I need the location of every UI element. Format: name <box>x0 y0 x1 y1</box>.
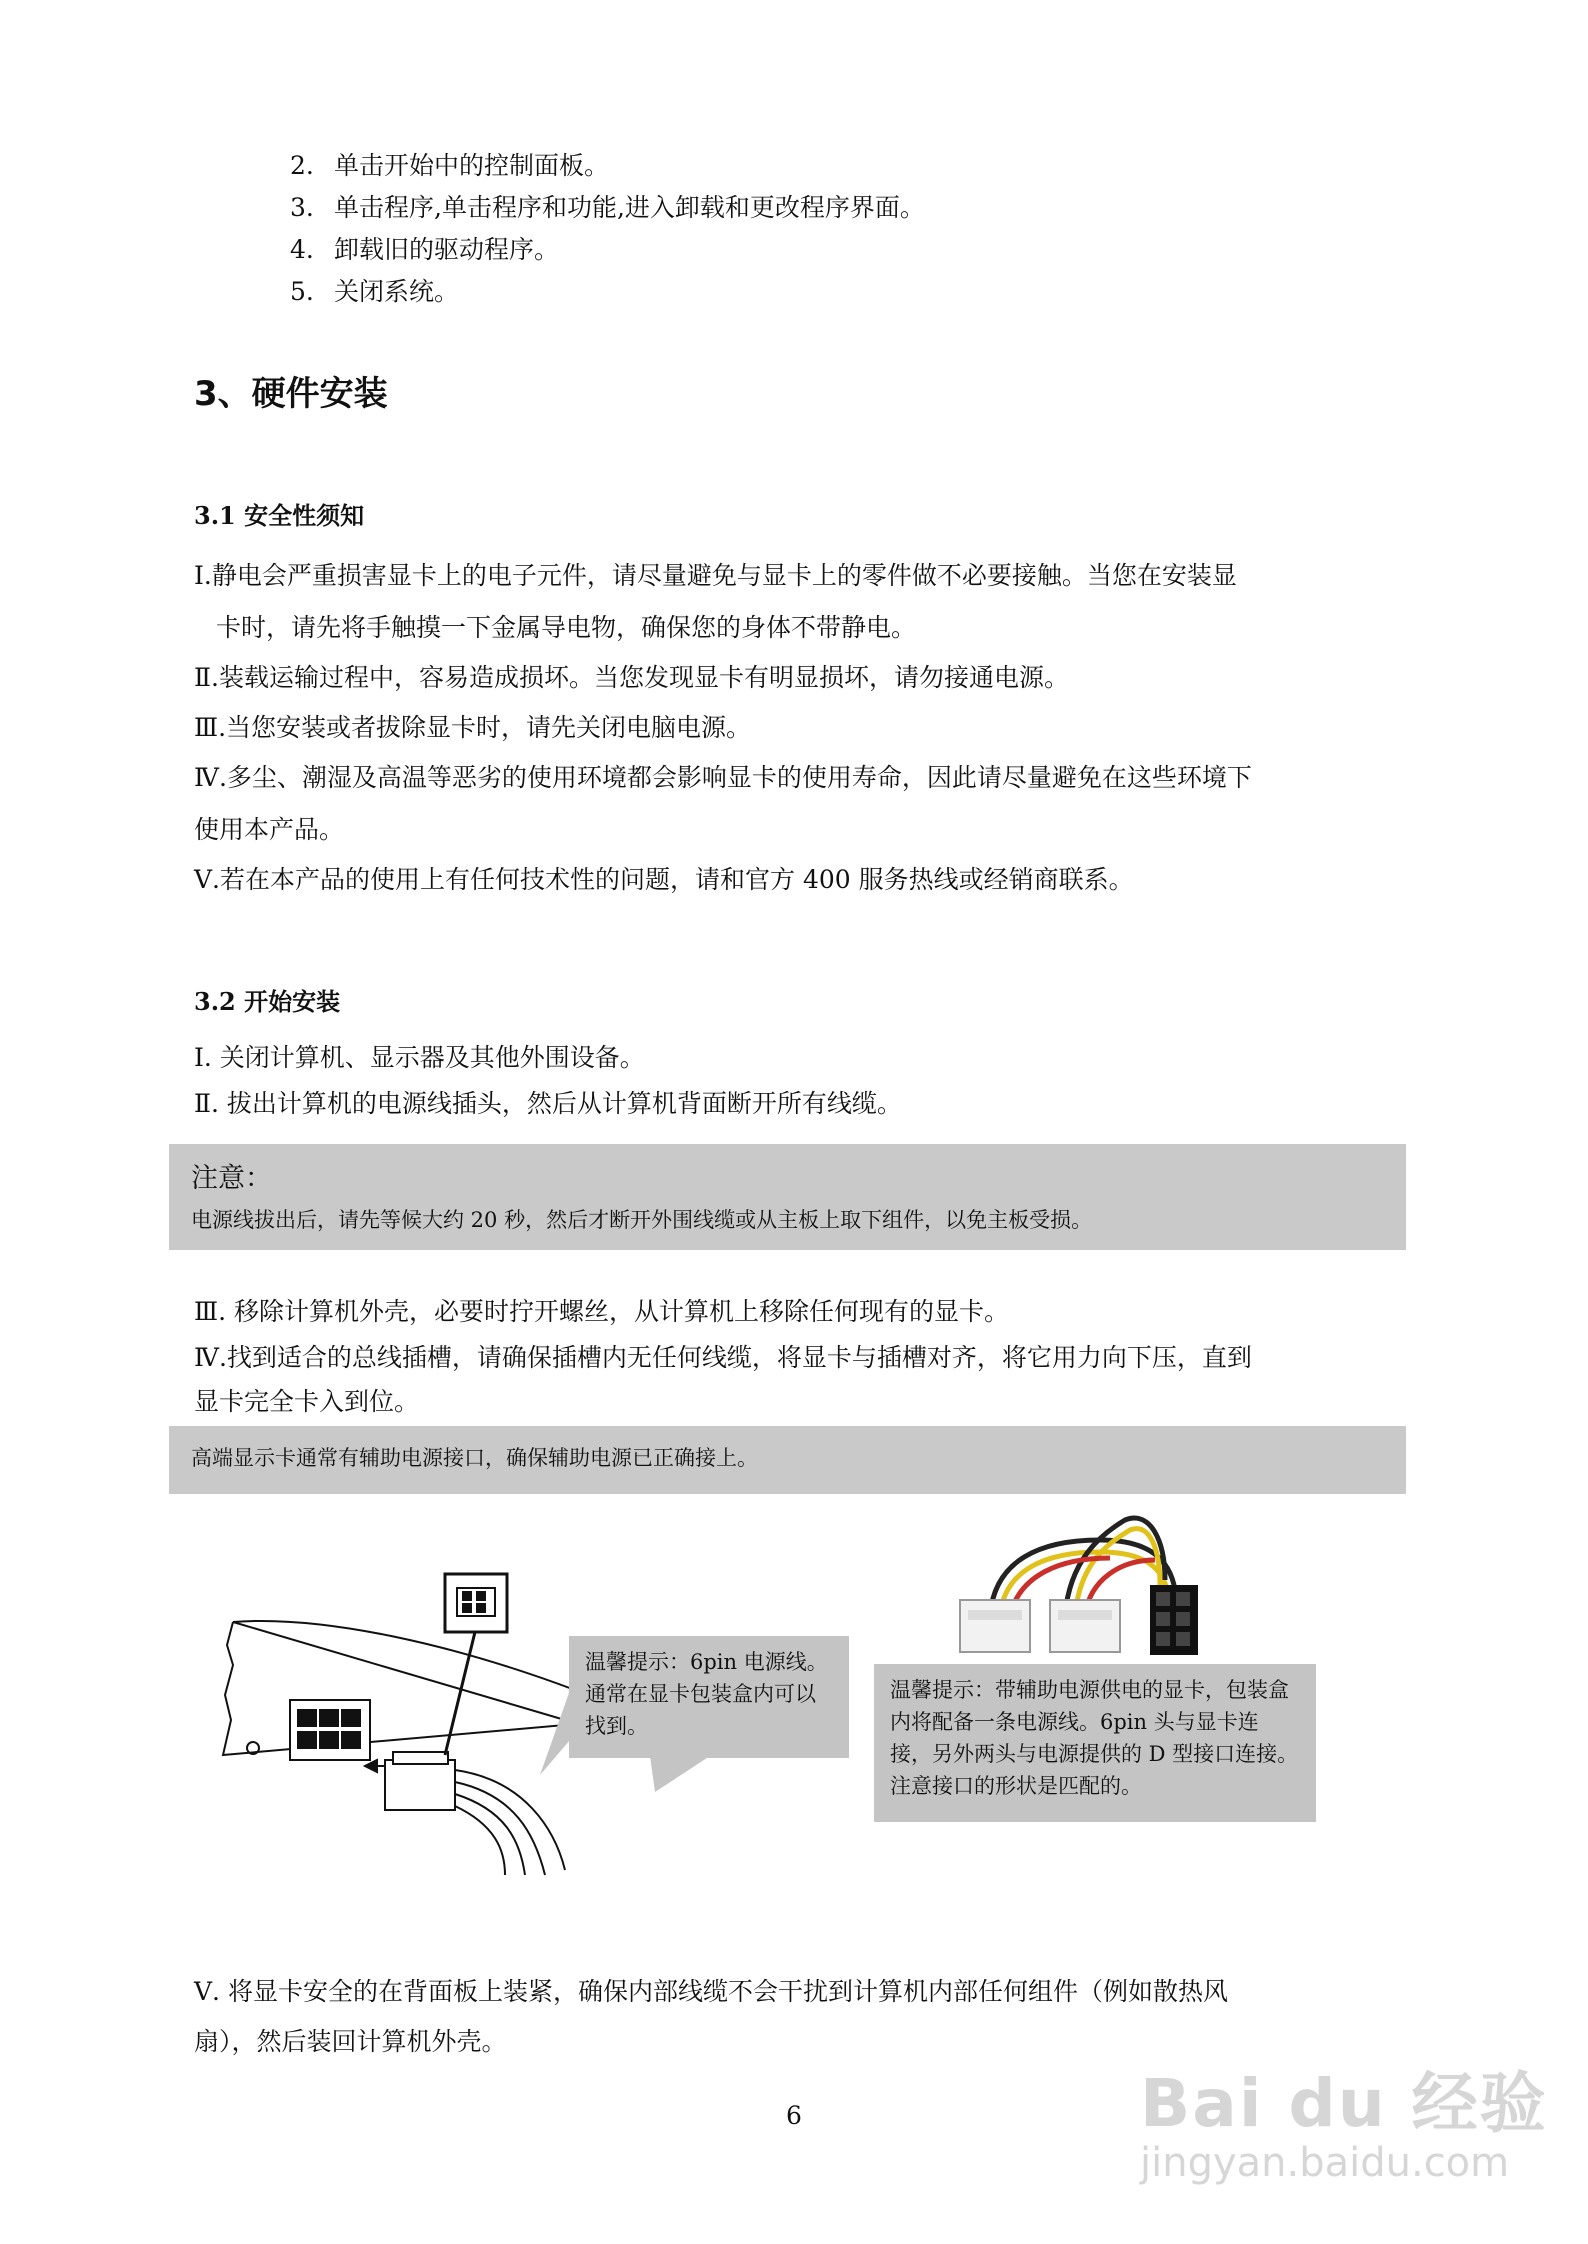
page-number: 6 <box>786 2101 802 2130</box>
note-text: 电源线拔出后，请先等候大约 20 秒，然后才断开外围线缆或从主板上取下组件，以免主板受损。 <box>191 1208 1093 1232</box>
section-title: 3、硬件安装 <box>194 374 388 414</box>
safety-item-1: Ⅰ.静电会严重损害显卡上的电子元件，请尽量避免与显卡上的零件做不必要接触。当您在安装显 <box>194 561 1237 590</box>
safety-item-3: Ⅲ.当您安装或者拔除显卡时，请先关闭电脑电源。 <box>194 713 752 742</box>
install-step-2: Ⅱ. 拔出计算机的电源线插头，然后从计算机背面断开所有线缆。 <box>194 1089 902 1118</box>
watermark-url: jingyan.baidu.com <box>1140 2140 1510 2186</box>
install-step-5: Ⅴ. 将显卡安全的在背面板上装紧，确保内部线缆不会干扰到计算机内部任何组件（例如散热风 <box>194 1977 1228 2006</box>
callout-left: 温馨提示：6pin 电源线。通常在显卡包装盒内可以找到。 <box>569 1636 849 1758</box>
list-item: 5. 关闭系统。 <box>290 277 460 306</box>
safety-item-1-cont: 卡时，请先将手触摸一下金属导电物，确保您的身体不带静电。 <box>216 613 917 642</box>
install-step-4: Ⅳ.找到适合的总线插槽，请确保插槽内无任何线缆，将显卡与插槽对齐，将它用力向下压，直到 <box>194 1343 1252 1372</box>
callout-pointer <box>540 1630 570 1780</box>
note-box <box>169 1144 1406 1250</box>
install-step-4-cont: 显卡完全卡入到位。 <box>194 1387 420 1416</box>
note-title: 注意： <box>191 1163 272 1194</box>
list-item: 2. 单击开始中的控制面板。 <box>290 151 610 180</box>
safety-item-5: Ⅴ.若在本产品的使用上有任何技术性的问题，请和官方 400 服务热线或经销商联系。 <box>194 865 1134 894</box>
tip-bar-text: 高端显示卡通常有辅助电源接口，确保辅助电源已正确接上。 <box>191 1446 758 1470</box>
watermark-logo: Bai du 经验 <box>1140 2065 1548 2142</box>
safety-item-4: Ⅳ.多尘、潮湿及高温等恶劣的使用环境都会影响显卡的使用寿命，因此请尽量避免在这些环境下 <box>194 763 1252 792</box>
safety-item-4-cont: 使用本产品。 <box>194 815 345 844</box>
callout-right: 温馨提示：带辅助电源供电的显卡，包装盒内将配备一条电源线。6pin 头与显卡连接，另外两头与电源提供的 D 型接口连接。注意接口的形状是匹配的。 <box>874 1664 1316 1822</box>
list-item: 4. 卸载旧的驱动程序。 <box>290 235 560 264</box>
power-cable-illustration <box>950 1500 1250 1660</box>
safety-item-2: Ⅱ.装载运输过程中，容易造成损坏。当您发现显卡有明显损坏，请勿接通电源。 <box>194 663 1069 692</box>
install-title: 3.2 开始安装 <box>194 987 341 1016</box>
tip-bar <box>169 1426 1406 1494</box>
install-step-1: Ⅰ. 关闭计算机、显示器及其他外围设备。 <box>194 1043 645 1072</box>
list-item: 3. 单击程序,单击程序和功能,进入卸载和更改程序界面。 <box>290 193 925 222</box>
safety-title: 3.1 安全性须知 <box>194 501 365 530</box>
callout-tail <box>650 1756 710 1792</box>
install-step-3: Ⅲ. 移除计算机外壳，必要时拧开螺丝，从计算机上移除任何现有的显卡。 <box>194 1297 1010 1326</box>
install-step-5-cont: 扇），然后装回计算机外壳。 <box>194 2027 507 2056</box>
